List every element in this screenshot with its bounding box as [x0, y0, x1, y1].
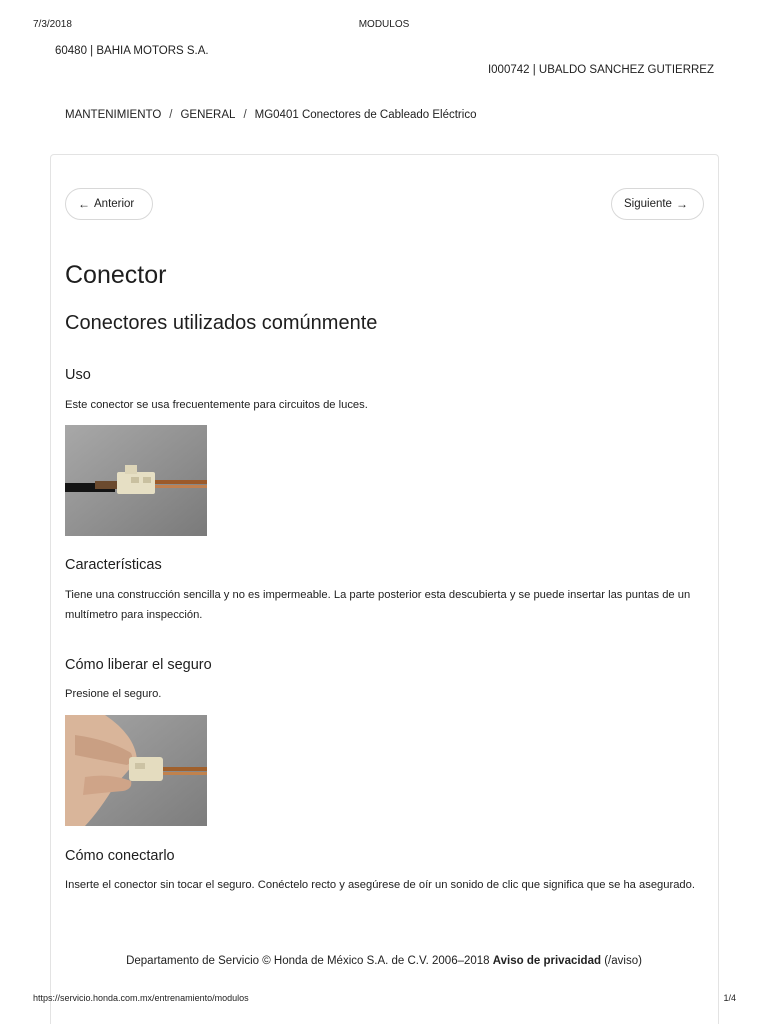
section-text-uso: Este conector se usa frecuentemente para circuitos de luces.: [65, 399, 368, 411]
release-lock-photo-image: [65, 715, 207, 826]
breadcrumb-separator: /: [243, 109, 247, 121]
arrow-right-icon: →: [675, 197, 688, 211]
connector-photo-image: [65, 425, 207, 536]
previous-button-label: Anterior: [94, 198, 135, 210]
section-heading-uso: Uso: [65, 367, 91, 383]
print-url: https://servicio.honda.com.mx/entrenamiento/modulos: [33, 993, 249, 1003]
connector-photo: [65, 425, 207, 536]
breadcrumb-item-mantenimiento[interactable]: MANTENIMIENTO: [65, 109, 162, 121]
arrow-left-icon: ←: [78, 197, 90, 211]
print-date: 7/3/2018: [33, 19, 72, 30]
breadcrumb-item-module[interactable]: MG0401 Conectores de Cableado Eléctrico: [254, 109, 477, 121]
section-text-conectarlo: Inserte el conector sin tocar el seguro. Conéctelo recto y asegúrese de oír un sonido de clic que significa que se ha asegurado.: [65, 879, 695, 891]
section-heading-conectarlo: Cómo conectarlo: [65, 848, 175, 864]
privacy-link[interactable]: Aviso de privacidad: [492, 955, 602, 967]
breadcrumb: [65, 109, 476, 121]
section-heading-liberar-seguro: Cómo liberar el seguro: [65, 657, 212, 673]
user-info: I000742 | UBALDO SANCHEZ GUTIERREZ: [487, 64, 714, 76]
section-text-caracteristicas: Tiene una construcción sencilla y no es impermeable. La parte posterior esta descubierta y se puede insertar las puntas de un multímetro para inspección.: [65, 589, 691, 621]
breadcrumb-item-general[interactable]: GENERAL: [180, 109, 236, 121]
section-heading-caracteristicas: Características: [65, 557, 162, 573]
next-button[interactable]: [611, 188, 704, 220]
previous-button[interactable]: [65, 188, 153, 220]
page-subtitle: Conectores utilizados comúnmente: [65, 312, 378, 334]
footer-copyright: Departamento de Servicio © Honda de México S.A. de C.V. 2006–2018: [126, 955, 490, 967]
dealer-info: 60480 | BAHIA MOTORS S.A.: [55, 45, 209, 57]
privacy-path: (/aviso): [604, 955, 642, 967]
breadcrumb-separator: /: [169, 109, 173, 121]
print-title: MODULOS: [358, 19, 410, 30]
print-page-number: 1/4: [723, 993, 736, 1003]
page-footer: [0, 955, 768, 967]
page-title: Conector: [65, 261, 167, 289]
next-button-label: Siguiente: [624, 198, 672, 210]
release-lock-photo: [65, 715, 207, 826]
section-text-liberar-seguro: Presione el seguro.: [65, 688, 162, 700]
